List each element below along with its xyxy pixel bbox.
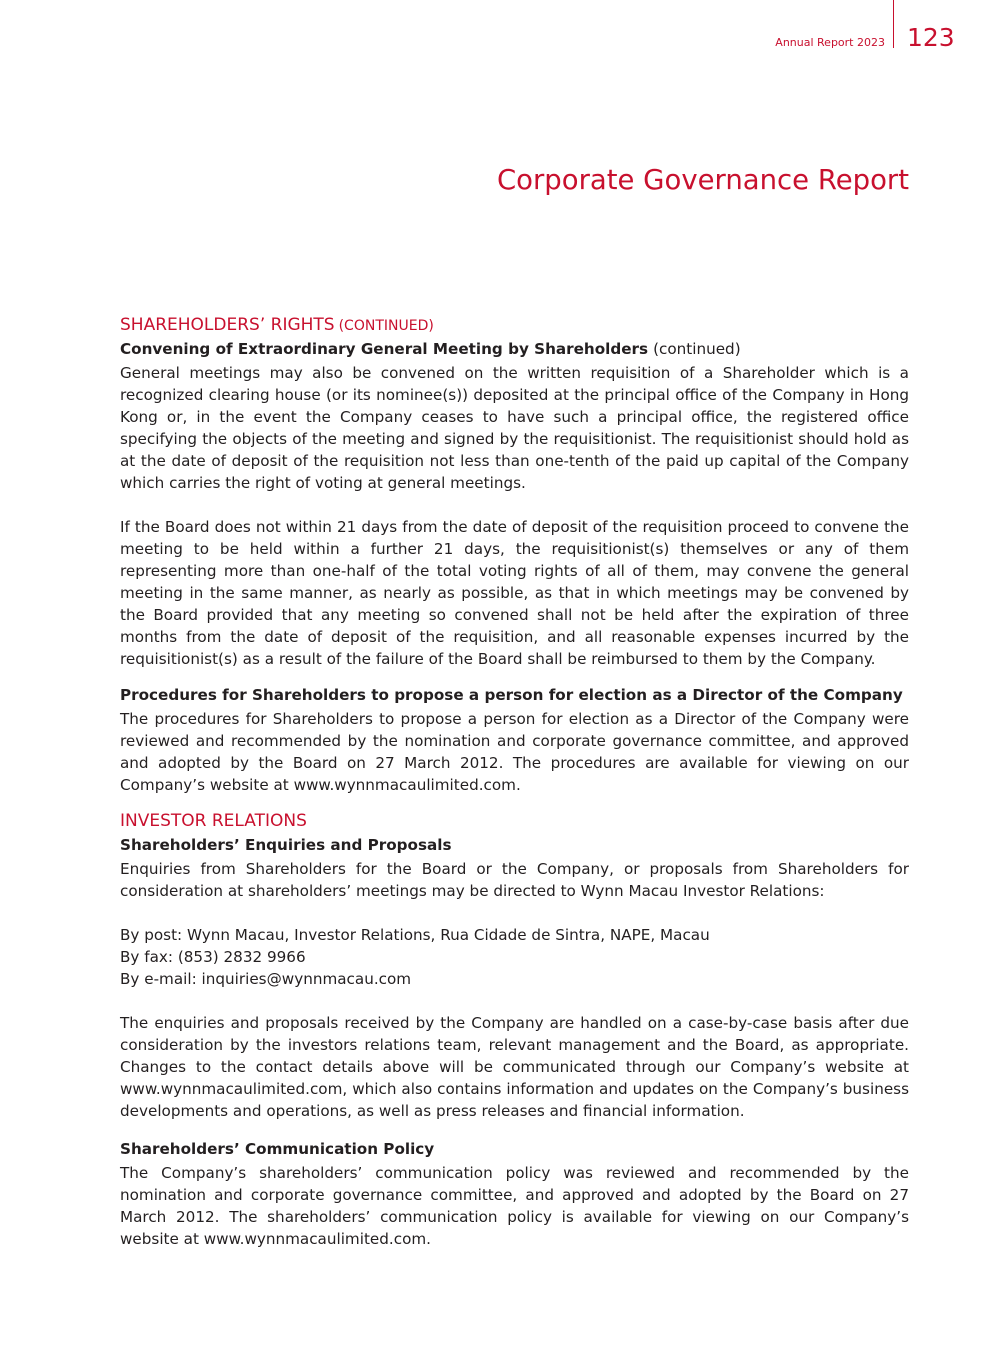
enquiries-intro: Enquiries from Shareholders for the Board or the Company, or proposals from Shareholders for consideration at shareholders’ meetings may be directed to Wynn Macau Investor Relations: <box>120 860 909 900</box>
section-heading-text: SHAREHOLDERS’ RIGHTS <box>120 315 335 335</box>
communication-policy-paragraph: The Company’s shareholders’ communication policy was reviewed and recommended by the nomination and corporate governance committee, and approved and adopted by the Board on 27 March 2012. The shareholders’ communication policy is available for viewing on our Company’s website at www.wynnmacaulimited.com. <box>120 1164 909 1248</box>
section-heading-text: INVESTOR RELATIONS <box>120 811 307 831</box>
egm-paragraph-2: If the Board does not within 21 days from the date of deposit of the requisition proceed to convene the meeting to be held within a further 21 days, the requisitionist(s) themselves or any of them representing more than one-half of the total voting rights of all of them, may convene the general meeting in the same manner, as nearly as possible, as that in which meetings may be convened by the Board provided that any meeting so convened shall not be held after the expiration of three months from the date of deposit of the requisition, and all reasonable expenses incurred by the requisitionist(s) as a result of the failure of the Board shall be reimbursed to them by the Company. <box>120 518 909 668</box>
contact-fax: By fax: (853) 2832 9966 <box>120 948 306 966</box>
contact-email: By e-mail: inquiries@wynnmacau.com <box>120 970 412 988</box>
subheading-text: Convening of Extraordinary General Meeting by Shareholders <box>120 340 649 358</box>
header-divider <box>893 0 894 48</box>
page-body <box>120 312 909 1250</box>
enquiries-paragraph: The enquiries and proposals received by the Company are handled on a case-by-case basis after due consideration by the investors relations team, relevant management and the Board, as appropriate. Changes to the contact details above will be communicated through our Company’s website at www.wynnmacaulimited.com, which also contains information and updates on the Company’s business developments and operations, as well as press releases and financial information. <box>120 1014 909 1120</box>
subheading-director-election: Procedures for Shareholders to propose a person for election as a Director of the Company <box>120 686 903 704</box>
director-election-paragraph: The procedures for Shareholders to propose a person for election as a Director of the Company were reviewed and recommended by the nomination and corporate governance committee, and approved and adopted by the Board on 27 March 2012. The procedures are available for viewing on our Company’s website at www.wynnmacaulimited.com. <box>120 710 909 794</box>
page-number: 123 <box>907 23 955 52</box>
egm-paragraph-1: General meetings may also be convened on the written requisition of a Shareholder which is a recognized clearing house (or its nominee(s)) deposited at the principal office of the Company in Hong Kong or, in the event the Company ceases to have such a principal office, the registered office specifying the objects of the meeting and signed by the requisitionist. The requisitionist should hold as at the date of deposit of the requisition not less than one-tenth of the paid up capital of the Company which carries the right of voting at general meetings. <box>120 364 909 492</box>
subheading-suffix: (continued) <box>653 340 741 358</box>
report-label: Annual Report 2023 <box>775 36 885 49</box>
subheading-communication-policy: Shareholders’ Communication Policy <box>120 1140 435 1158</box>
section-heading-suffix: (CONTINUED) <box>338 318 434 334</box>
page-title: Corporate Governance Report <box>496 164 909 196</box>
subheading-egm <box>120 336 909 362</box>
subheading-enquiries: Shareholders’ Enquiries and Proposals <box>120 836 452 854</box>
section-heading-investor-relations <box>120 808 909 832</box>
section-heading-shareholders-rights <box>120 312 909 336</box>
contact-post: By post: Wynn Macau, Investor Relations, Rua Cidade de Sintra, NAPE, Macau <box>120 926 710 944</box>
